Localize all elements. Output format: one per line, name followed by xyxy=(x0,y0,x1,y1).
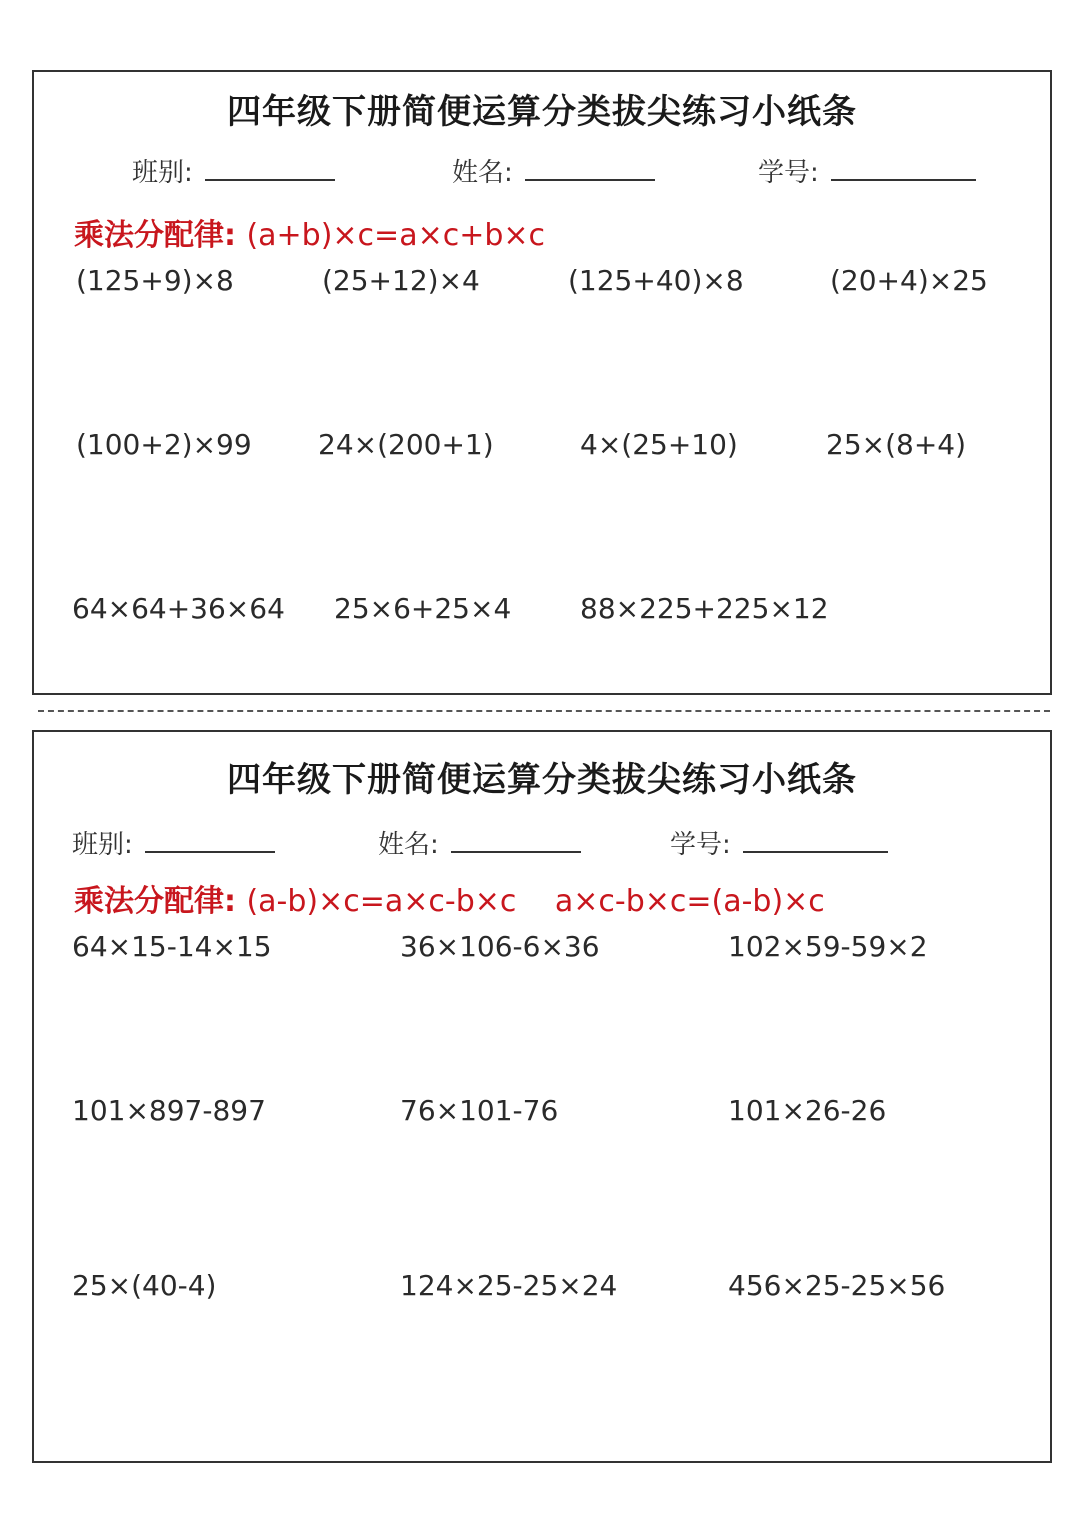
rule-formula: (a+b)×c=a×c+b×c xyxy=(246,218,546,253)
problem: 76×101-76 xyxy=(400,1094,559,1127)
problem: 64×15-14×15 xyxy=(72,930,272,963)
problem: 102×59-59×2 xyxy=(728,930,928,963)
name-field xyxy=(452,152,655,189)
problem: 25×(8+4) xyxy=(826,428,967,461)
problem: 456×25-25×56 xyxy=(728,1269,946,1302)
student-id-field xyxy=(670,824,888,861)
problem: 101×26-26 xyxy=(728,1094,887,1127)
rule-label: 乘法分配律: xyxy=(74,218,236,253)
rule-label: 乘法分配律: xyxy=(74,884,236,919)
problem: 88×225+225×12 xyxy=(580,592,829,625)
name-label: 姓名: xyxy=(452,158,513,188)
name-field xyxy=(378,824,581,861)
rule-formula: (a-b)×c=a×c-b×c xyxy=(246,884,517,919)
problem: 4×(25+10) xyxy=(580,428,738,461)
problem: 124×25-25×24 xyxy=(400,1269,618,1302)
name-label: 姓名: xyxy=(378,830,439,860)
problem: 101×897-897 xyxy=(72,1094,266,1127)
class-label: 班别: xyxy=(132,158,193,188)
problem: 36×106-6×36 xyxy=(400,930,600,963)
problem: (125+9)×8 xyxy=(76,264,234,297)
problem: 25×(40-4) xyxy=(72,1269,217,1302)
rule-formula-reverse: a×c-b×c=(a-b)×c xyxy=(554,884,825,919)
student-id-blank[interactable] xyxy=(743,829,888,853)
problem: (20+4)×25 xyxy=(830,264,988,297)
name-blank[interactable] xyxy=(451,829,581,853)
problem: 24×(200+1) xyxy=(318,428,494,461)
class-blank[interactable] xyxy=(145,829,275,853)
rule-line xyxy=(74,876,825,920)
worksheet-slip-1 xyxy=(32,70,1052,695)
class-field xyxy=(132,152,335,189)
worksheet-title: 四年级下册简便运算分类拔尖练习小纸条 xyxy=(227,92,857,132)
problem: (100+2)×99 xyxy=(76,428,252,461)
student-id-field xyxy=(758,152,976,189)
rule-line xyxy=(74,210,545,254)
class-label: 班别: xyxy=(72,830,133,860)
problem: (25+12)×4 xyxy=(322,264,480,297)
student-id-label: 学号: xyxy=(758,158,819,188)
problem: 25×6+25×4 xyxy=(334,592,512,625)
worksheet-slip-2 xyxy=(32,730,1052,1463)
worksheet-title: 四年级下册简便运算分类拔尖练习小纸条 xyxy=(227,760,857,800)
student-id-blank[interactable] xyxy=(831,157,976,181)
name-blank[interactable] xyxy=(525,157,655,181)
student-id-label: 学号: xyxy=(670,830,731,860)
problem: 64×64+36×64 xyxy=(72,592,285,625)
class-field xyxy=(72,824,275,861)
class-blank[interactable] xyxy=(205,157,335,181)
problem: (125+40)×8 xyxy=(568,264,744,297)
cut-line xyxy=(38,710,1050,712)
